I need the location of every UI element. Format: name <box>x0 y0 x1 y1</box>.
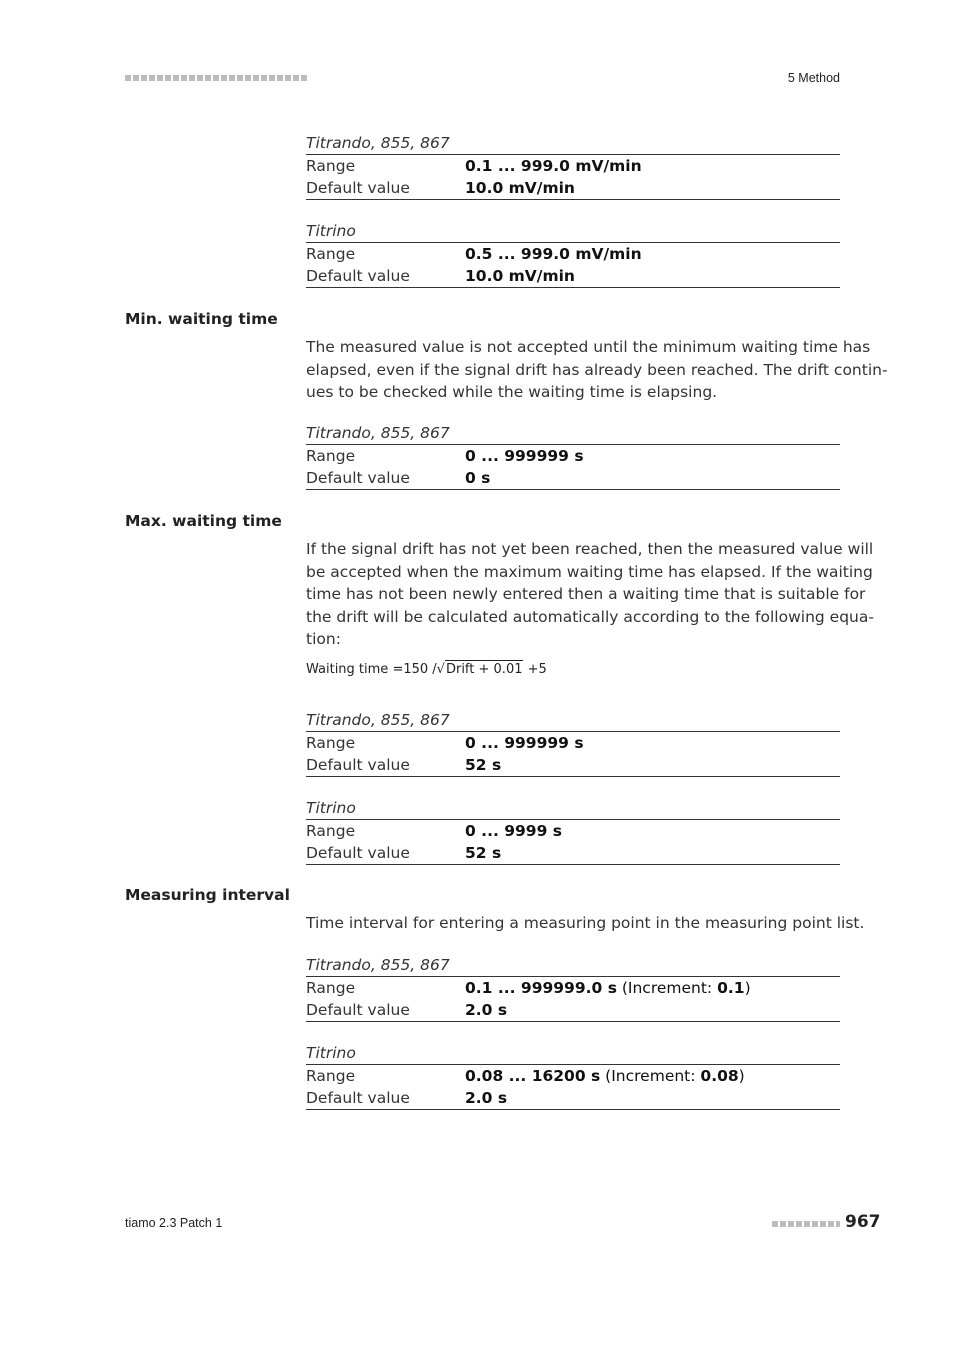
row-label: Range <box>306 979 356 997</box>
row-value: 0 s <box>465 469 491 487</box>
row-label: Range <box>306 822 356 840</box>
table-row <box>306 842 840 864</box>
paragraph-line: The measured value is not accepted until the minimum waiting time has <box>306 338 871 356</box>
table-rule <box>306 864 840 865</box>
table-row <box>306 1087 840 1109</box>
row-label: Default value <box>306 469 410 487</box>
footer-decoration-dots <box>772 1219 840 1229</box>
row-label: Default value <box>306 1001 410 1019</box>
table-row <box>306 177 840 199</box>
table-row: Range 0.08 ... 16200 s (Increment: 0.08) <box>306 1067 745 1085</box>
table-rule <box>306 287 840 288</box>
header-decoration-dots <box>125 73 307 83</box>
table-rule <box>306 199 840 200</box>
increment-label: Increment: <box>611 1067 696 1085</box>
table-caption: Titrino <box>306 799 356 817</box>
table-caption: Titrino <box>306 1044 356 1062</box>
table-row <box>306 445 840 467</box>
row-label: Default value <box>306 267 410 285</box>
row-value: 10.0 mV/min <box>465 179 575 197</box>
row-label: Default value <box>306 1089 410 1107</box>
chapter-label: 5 Method <box>787 71 840 85</box>
table-row <box>306 820 840 842</box>
table-rule <box>306 1021 840 1022</box>
increment-label: Increment: <box>627 979 713 997</box>
max-waiting-description <box>306 538 874 651</box>
row-value: 10.0 mV/min <box>465 267 575 285</box>
spec-table-titrando-drift <box>306 132 840 200</box>
table-caption: Titrando, 855, 867 <box>306 956 450 974</box>
table-caption: Titrando, 855, 867 <box>306 711 450 729</box>
row-value: 0 ... 9999 s <box>465 822 563 840</box>
row-label: Range <box>306 734 356 752</box>
equation-tail: +5 <box>523 662 547 677</box>
min-waiting-description <box>306 336 888 404</box>
row-value: 52 s <box>465 756 502 774</box>
spec-table-titrando-max-waiting <box>306 709 840 777</box>
row-label: Default value <box>306 756 410 774</box>
measuring-interval-description <box>306 912 865 935</box>
page-number: 967 <box>845 1212 881 1232</box>
spec-table-titrando-min-waiting <box>306 422 840 490</box>
paragraph-line: ues to be checked while the waiting time is elapsing. <box>306 383 718 401</box>
table-rule <box>306 1109 840 1110</box>
table-row <box>306 155 840 177</box>
footer-product-label: tiamo 2.3 Patch 1 <box>125 1216 223 1230</box>
row-value: 0.08 ... 16200 s <box>465 1067 601 1085</box>
paragraph-line: elapsed, even if the signal drift has already been reached. The drift contin- <box>306 360 888 379</box>
section-title-measuring-interval: Measuring interval <box>125 886 290 904</box>
paragraph-line: If the signal drift has not yet been reached, then the measured value will <box>306 540 874 558</box>
paragraph-line: the drift will be calculated automatically according to the following equa- <box>306 607 874 626</box>
row-value: 52 s <box>465 844 502 862</box>
row-label: Range <box>306 447 356 465</box>
waiting-time-equation <box>306 662 547 677</box>
section-title-max-waiting-time: Max. waiting time <box>125 512 282 530</box>
increment-value: 0.08 <box>700 1067 739 1085</box>
spec-table-titrando-interval <box>306 954 840 1022</box>
spec-table-titrino-drift <box>306 220 840 288</box>
paragraph-line: time has not been newly entered then a waiting time that is suitable for <box>306 585 866 603</box>
row-label: Range <box>306 245 356 263</box>
row-label: Range <box>306 157 356 175</box>
table-row <box>306 732 840 754</box>
row-value: 0.1 ... 999.0 mV/min <box>465 157 642 175</box>
row-label: Default value <box>306 844 410 862</box>
row-value: 0.1 ... 999999.0 s <box>465 979 617 997</box>
row-value: 2.0 s <box>465 1001 508 1019</box>
table-row <box>306 467 840 489</box>
row-value: 0.5 ... 999.0 mV/min <box>465 245 642 263</box>
row-label: Range <box>306 1067 356 1085</box>
equation-eq: =150 / <box>388 662 437 677</box>
section-title-min-waiting-time: Min. waiting time <box>125 310 278 328</box>
table-row <box>306 243 840 265</box>
paragraph-line: Time interval for entering a measuring point in the measuring point list. <box>306 914 865 932</box>
table-row: Range 0.1 ... 999999.0 s (Increment: 0.1) <box>306 979 751 997</box>
row-value: 2.0 s <box>465 1089 508 1107</box>
table-caption: Titrando, 855, 867 <box>306 424 450 442</box>
row-value: 0 ... 999999 s <box>465 447 584 465</box>
table-row <box>306 999 840 1021</box>
table-row <box>306 754 840 776</box>
row-value: 0 ... 999999 s <box>465 734 584 752</box>
table-caption: Titrino <box>306 222 356 240</box>
table-rule <box>306 776 840 777</box>
table-rule <box>306 489 840 490</box>
equation-lhs: Waiting time <box>306 662 389 677</box>
equation-radicand: Drift + 0.01 <box>445 662 523 677</box>
paragraph-line: be accepted when the maximum waiting time has elapsed. If the waiting <box>306 562 873 581</box>
root-sign: √ <box>436 662 445 677</box>
paragraph-line: tion: <box>306 630 341 648</box>
spec-table-titrino-interval <box>306 1042 840 1110</box>
row-label: Default value <box>306 179 410 197</box>
table-caption: Titrando, 855, 867 <box>306 134 450 152</box>
increment-value: 0.1 <box>717 979 745 997</box>
spec-table-titrino-max-waiting <box>306 797 840 865</box>
table-row <box>306 265 840 287</box>
